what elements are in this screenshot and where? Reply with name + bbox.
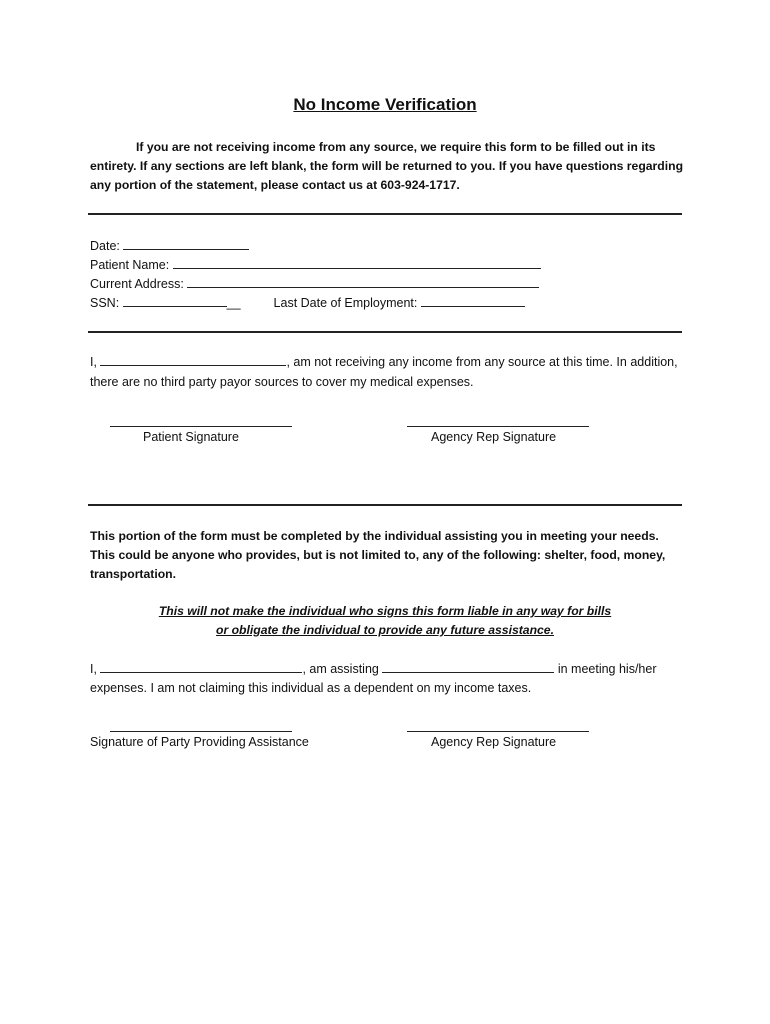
agency-signature-label: Agency Rep Signature bbox=[431, 430, 557, 444]
assistant-name-field[interactable] bbox=[100, 659, 302, 673]
patient-name-field[interactable] bbox=[173, 255, 541, 269]
income-statement bbox=[90, 352, 685, 392]
agency-signature-line-2[interactable] bbox=[407, 731, 589, 732]
patient-name-label: Patient Name: bbox=[90, 258, 170, 272]
liability-notice-line1: This will not make the individual who signs this form liable in any way for bills bbox=[158, 604, 612, 618]
liability-notice-line2: or obligate the individual to provide any future assistance. bbox=[216, 623, 554, 637]
ssn-field[interactable] bbox=[123, 293, 227, 307]
statement-prefix: I, bbox=[90, 355, 97, 369]
assisted-person-field[interactable] bbox=[382, 659, 554, 673]
section-divider bbox=[88, 504, 682, 506]
assisting-text: , am assisting bbox=[302, 662, 379, 676]
assist-intro: This portion of the form must be completed by the individual assisting you in meeting your needs. This could be anyone who provides, but is not limited to, any of the following: shelter, food, money, transportation. bbox=[90, 529, 666, 581]
agency-signature-line[interactable] bbox=[407, 426, 589, 427]
ssn-trailing: __ bbox=[226, 296, 241, 310]
assist-statement-line2: expenses. I am not claiming this individual as a dependent on my income taxes. bbox=[90, 681, 532, 695]
ssn-label: SSN: bbox=[90, 296, 120, 310]
last-employment-field[interactable] bbox=[421, 293, 525, 307]
assist-prefix: I, bbox=[90, 662, 97, 676]
statement-name-field[interactable] bbox=[100, 352, 286, 366]
party-signature-label: Signature of Party Providing Assistance bbox=[90, 735, 309, 749]
party-signature-line[interactable] bbox=[110, 731, 292, 732]
intro-text: If you are not receiving income from any source, we require this form to be filled out in its entirety. If any sections are left blank, the form will be returned to you. If you have questions regarding any portion of the statement, please contact us at 603-924-1717. bbox=[90, 140, 684, 192]
current-address-row bbox=[90, 274, 539, 293]
page-title: No Income Verification bbox=[293, 95, 477, 114]
date-row bbox=[90, 236, 249, 255]
ssn-row bbox=[90, 293, 525, 312]
statement-text: , am not receiving any income from any source at this time. In addition, there are no third party payor sources to cover my medical expenses. bbox=[90, 355, 678, 389]
section-divider bbox=[88, 213, 682, 215]
patient-signature-label: Patient Signature bbox=[143, 430, 239, 444]
last-employment-label: Last Date of Employment: bbox=[273, 296, 418, 310]
meeting-text: in meeting his/her bbox=[557, 662, 657, 676]
intro-paragraph bbox=[90, 138, 685, 195]
current-address-label: Current Address: bbox=[90, 277, 184, 291]
patient-signature-line[interactable] bbox=[110, 426, 292, 427]
date-field[interactable] bbox=[123, 236, 249, 250]
assist-statement-line1 bbox=[90, 659, 657, 678]
date-label: Date: bbox=[90, 239, 120, 253]
agency-signature-label-2: Agency Rep Signature bbox=[431, 735, 557, 749]
current-address-field[interactable] bbox=[187, 274, 539, 288]
patient-name-row bbox=[90, 255, 541, 274]
section-divider bbox=[88, 331, 682, 333]
